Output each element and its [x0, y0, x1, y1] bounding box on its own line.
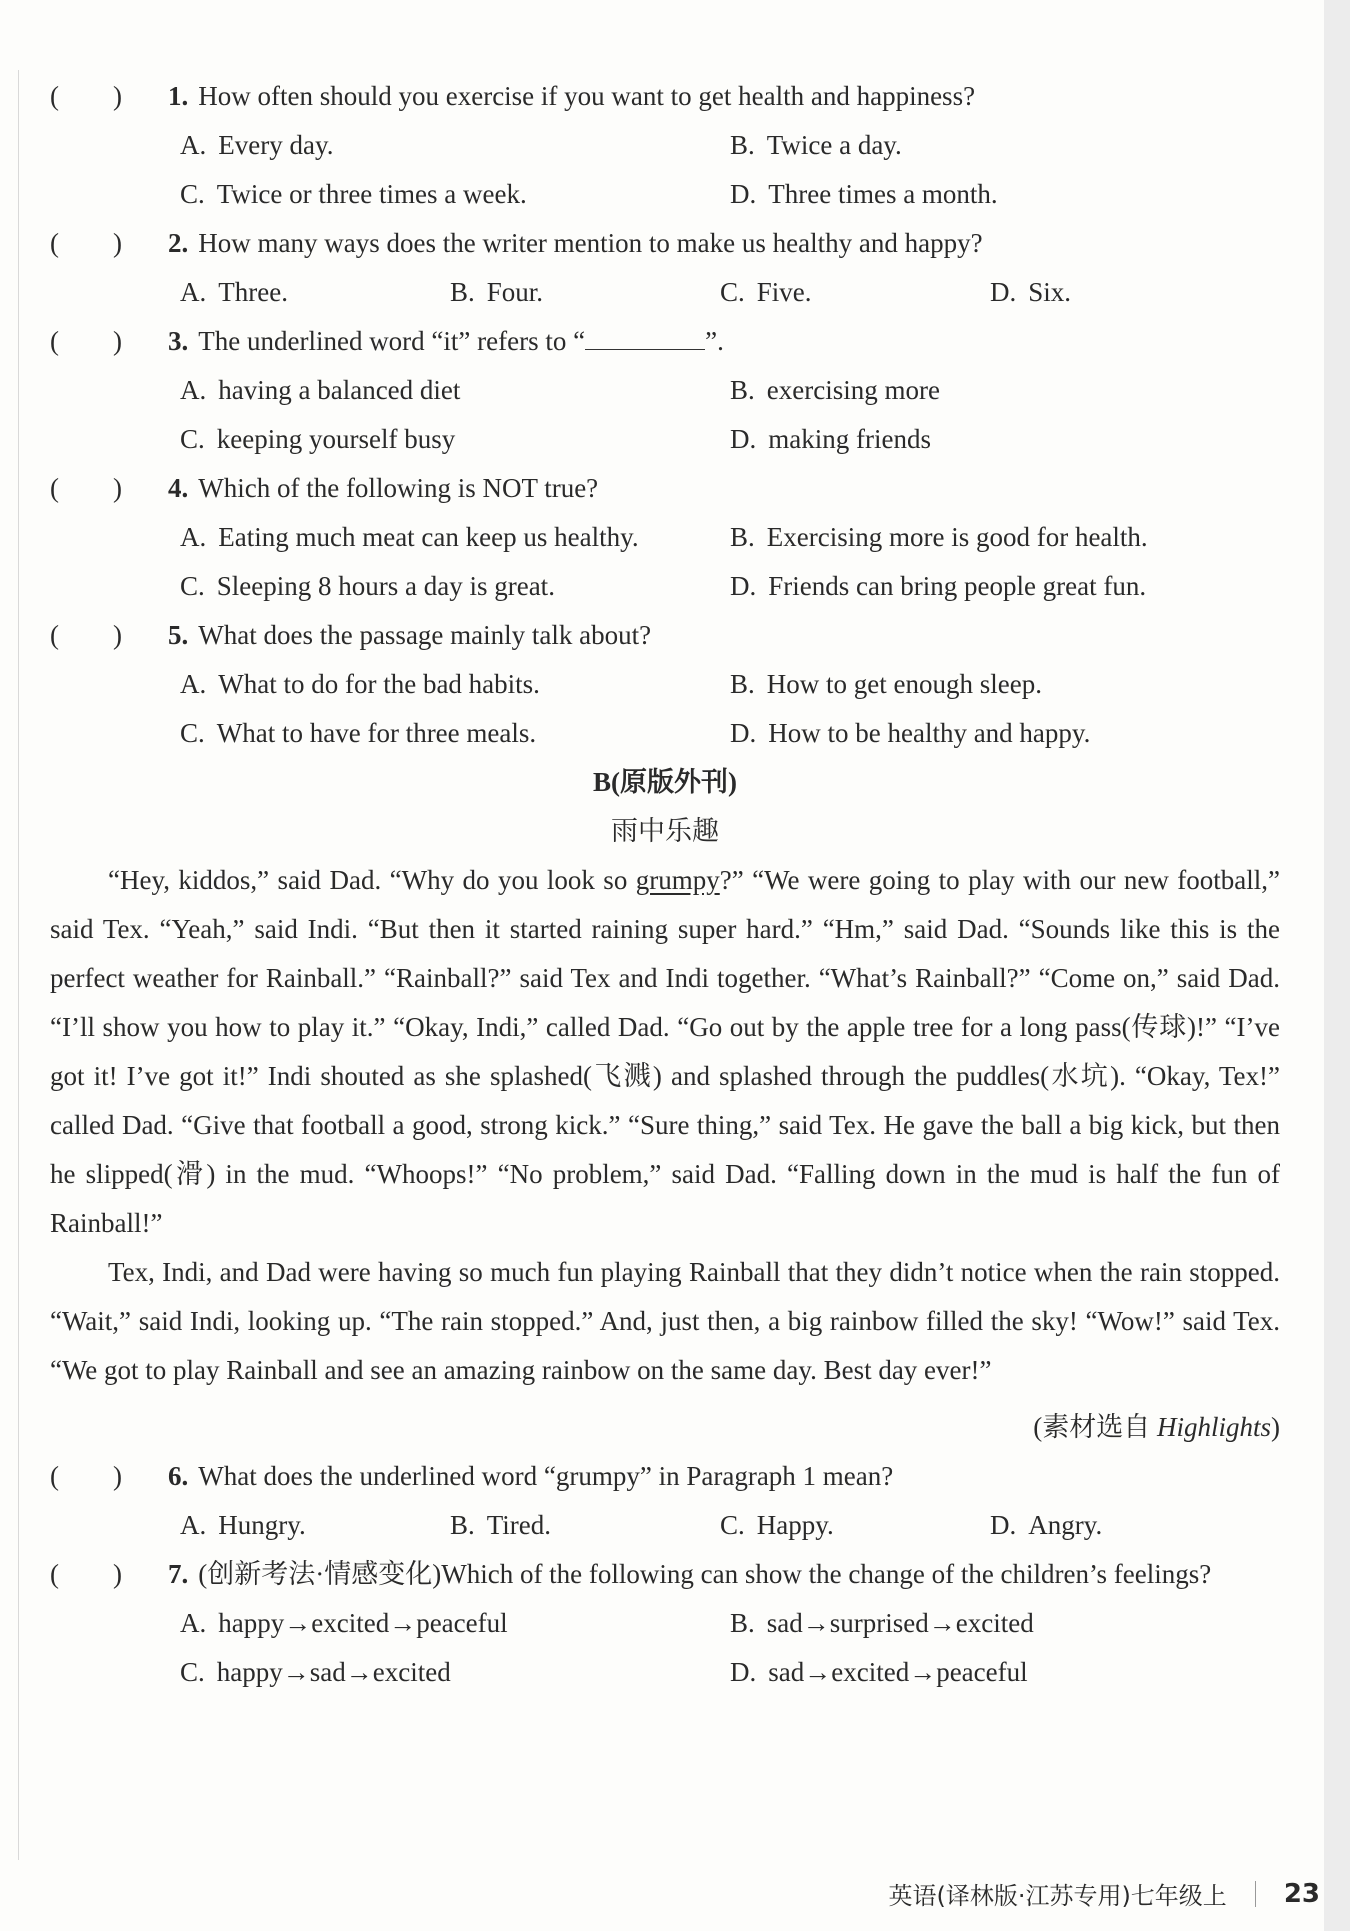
- answer-options: [50, 366, 1280, 464]
- option-b: B. sad→surprised→excited: [730, 1608, 1034, 1638]
- option-a: A. Eating much meat can keep us healthy.: [180, 522, 639, 552]
- option-c: C. Happy.: [720, 1510, 834, 1540]
- answer-blank[interactable]: ( ): [50, 81, 122, 111]
- question-block: [50, 611, 1280, 758]
- question-number: 4.: [168, 473, 189, 503]
- passage-paragraph-1: “Hey, kiddos,” said Dad. “Why do you look so grumpy?” “We were going to play with our new football,” said Tex. “Yeah,” said Indi. “But then it started raining super hard.” “Hm,” said Dad. “Sounds like this is the perfect weather for Rainball.” “Rainball?” said Tex and Indi together. “What’s Rainball?” “Come on,” said Dad. “I’ll show you how to play it.” “Okay, Indi,” called Dad. “Go out by the apple tree for a long pass(传球)!” “I’ve got it! I’ve got it!” Indi shouted as she splashed(飞溅) and splashed through the puddles(水坑). “Okay, Tex!” called Dad. “Give that football a good, strong kick.” “Sure thing,” said Tex. He gave the ball a big kick, but then he slipped(滑) in the mud. “Whoops!” “No problem,” said Dad. “Falling down in the mud is half the fun of Rainball!”: [50, 865, 1280, 1238]
- question-stem: [50, 611, 1280, 660]
- option-c: C. happy→sad→excited: [180, 1657, 451, 1687]
- question-text: (创新考法·情感变化)Which of the following can show the change of the children’s feelings?: [198, 1559, 1212, 1589]
- answer-options: [50, 1501, 1280, 1550]
- option-d: D. How to be healthy and happy.: [730, 718, 1091, 748]
- question-stem: [50, 464, 1280, 513]
- question-stem: [50, 317, 1280, 366]
- section-b-title: 雨中乐趣: [611, 816, 719, 846]
- option-c: C. Sleeping 8 hours a day is great.: [180, 571, 555, 601]
- option-c: C. Twice or three times a week.: [180, 179, 527, 209]
- question-text: What does the underlined word “grumpy” in Paragraph 1 mean?: [198, 1461, 894, 1491]
- option-a: A. Hungry.: [180, 1510, 306, 1540]
- option-d: D. making friends: [730, 424, 931, 454]
- question-block: [50, 1452, 1280, 1550]
- fill-in-blank-line: [585, 325, 705, 350]
- question-number: 3.: [168, 326, 189, 356]
- page-number: 23: [1283, 1878, 1320, 1909]
- page-edge-shadow: [1324, 0, 1350, 1931]
- option-d: D. Friends can bring people great fun.: [730, 571, 1147, 601]
- option-b: B. Twice a day.: [730, 130, 902, 160]
- option-d: D. Angry.: [990, 1510, 1103, 1540]
- option-b: B. Four.: [450, 277, 544, 307]
- question-number: 1.: [168, 81, 189, 111]
- option-b: B. Tired.: [450, 1510, 552, 1540]
- footer-subject: 英语(译林版·江苏专用)七年级上: [888, 1882, 1227, 1910]
- left-margin-line: [18, 70, 19, 1860]
- question-block: [50, 219, 1280, 317]
- underlined-word-grumpy: grumpy: [635, 865, 720, 895]
- option-b: B. Exercising more is good for health.: [730, 522, 1148, 552]
- option-a: A. happy→excited→peaceful: [180, 1608, 508, 1638]
- answer-blank[interactable]: ( ): [50, 1461, 122, 1491]
- option-d: D. Three times a month.: [730, 179, 998, 209]
- option-d: D. sad→excited→peaceful: [730, 1657, 1028, 1687]
- question-block: [50, 1550, 1280, 1697]
- question-text: How often should you exercise if you want to get health and happiness?: [198, 81, 976, 111]
- question-text: The underlined word “it” refers to “ ”.: [198, 326, 724, 356]
- answer-options: [50, 660, 1280, 758]
- question-block: [50, 72, 1280, 219]
- option-b: B. exercising more: [730, 375, 940, 405]
- answer-blank[interactable]: ( ): [50, 326, 122, 356]
- question-stem: [50, 219, 1280, 268]
- question-number: 2.: [168, 228, 189, 258]
- option-a: A. What to do for the bad habits.: [180, 669, 540, 699]
- option-c: C. What to have for three meals.: [180, 718, 537, 748]
- answer-options: [50, 1599, 1280, 1697]
- question-number: 5.: [168, 620, 189, 650]
- question-text: How many ways does the writer mention to make us healthy and happy?: [198, 228, 983, 258]
- page-content: [50, 72, 1280, 1697]
- question-stem: [50, 1550, 1280, 1599]
- source-citation: (素材选自 Highlights): [1033, 1412, 1280, 1442]
- answer-options: [50, 513, 1280, 611]
- footer-divider: [1255, 1881, 1256, 1907]
- question-number: 6.: [168, 1461, 189, 1491]
- answer-blank[interactable]: ( ): [50, 228, 122, 258]
- option-a: A. having a balanced diet: [180, 375, 461, 405]
- answer-options: [50, 268, 1280, 317]
- question-group-a: [50, 72, 1280, 758]
- answer-options: [50, 121, 1280, 219]
- option-a: A. Three.: [180, 277, 288, 307]
- option-b: B. How to get enough sleep.: [730, 669, 1042, 699]
- answer-blank[interactable]: ( ): [50, 1559, 122, 1589]
- question-text: What does the passage mainly talk about?: [198, 620, 652, 650]
- question-stem: [50, 72, 1280, 121]
- question-text: Which of the following is NOT true?: [198, 473, 599, 503]
- passage-paragraph-2: Tex, Indi, and Dad were having so much fun playing Rainball that they didn’t notice when the rain stopped. “Wait,” said Indi, looking up. “The rain stopped.” And, just then, a big rainbow filled the sky! “Wow!” said Tex. “We got to play Rainball and see an amazing rainbow on the same day. Best day ever!”: [50, 1257, 1280, 1385]
- page-footer: [888, 1876, 1320, 1911]
- question-block: [50, 317, 1280, 464]
- question-number: 7.: [168, 1559, 189, 1589]
- option-c: C. Five.: [720, 277, 812, 307]
- answer-blank[interactable]: ( ): [50, 620, 122, 650]
- section-b-label: B(原版外刊): [593, 767, 737, 797]
- answer-blank[interactable]: ( ): [50, 473, 122, 503]
- question-stem: [50, 1452, 1280, 1501]
- option-d: D. Six.: [990, 277, 1072, 307]
- question-block: [50, 464, 1280, 611]
- option-a: A. Every day.: [180, 130, 334, 160]
- option-c: C. keeping yourself busy: [180, 424, 456, 454]
- question-group-b: [50, 1452, 1280, 1697]
